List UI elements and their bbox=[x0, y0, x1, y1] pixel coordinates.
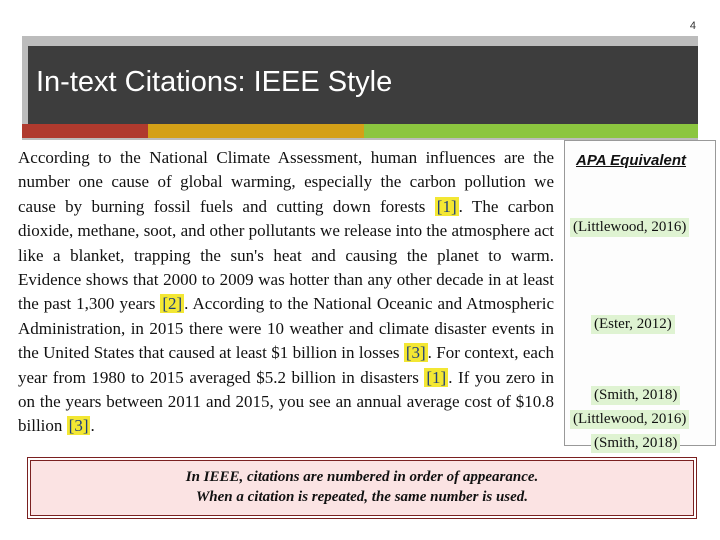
apa-citation: (Ester, 2012) bbox=[591, 315, 675, 334]
ieee-citation: [1] bbox=[436, 196, 457, 216]
ieee-citation: [3] bbox=[68, 416, 89, 436]
accent-strip-amber bbox=[148, 124, 364, 138]
body-text-segment: . According to the National Oceanic and Atmospheric Administration, in 2015 there were 10 weather and climate disaster events in the United States that caused at least $1 billion in losses bbox=[18, 294, 554, 363]
apa-citation: (Smith, 2018) bbox=[591, 434, 680, 453]
body-text-segment: . bbox=[90, 416, 95, 436]
accent-strip-red bbox=[22, 124, 148, 138]
apa-citation: (Smith, 2018) bbox=[591, 386, 680, 405]
ieee-citation: [1] bbox=[426, 367, 447, 387]
body-text-segment: . For context, each year from 1980 to 2015 averaged $5.2 billion in disasters bbox=[18, 343, 554, 387]
apa-citation: (Littlewood, 2016) bbox=[570, 218, 689, 237]
note-line: In IEEE, citations are numbered in order of appearance. bbox=[185, 469, 539, 485]
body-text-segment: . The carbon dioxide, methane, soot, and other pollutants we release into the atmosphere act like a blanket, trapping the sun's heat and causing the planet to warm. Evidence shows that 2000 to 2009 was hotter than any other decade in at least the past 1,300 years bbox=[18, 196, 554, 314]
ieee-citation: [3] bbox=[405, 343, 426, 363]
ieee-citation: [2] bbox=[162, 294, 183, 314]
page-number: 4 bbox=[689, 20, 696, 32]
body-text-segment: . If you zero in on the years between 2011 and 2015, you see an annual average cost of $10.8 billion bbox=[18, 367, 554, 436]
note-line: When a citation is repeated, the same number is used. bbox=[195, 489, 529, 505]
apa-heading: APA Equivalent bbox=[576, 152, 687, 169]
apa-citation: (Littlewood, 2016) bbox=[570, 410, 689, 429]
body-paragraph bbox=[18, 146, 554, 439]
accent-strip-green bbox=[364, 124, 698, 138]
note-box bbox=[30, 460, 694, 516]
body-text-segment: According to the National Climate Assessment, human influences are the number one cause of global warming, especially the carbon pollution we cause by burning fossil fuels and cutting down forests bbox=[18, 148, 554, 216]
slide-title: In-text Citations: IEEE Style bbox=[36, 66, 393, 98]
